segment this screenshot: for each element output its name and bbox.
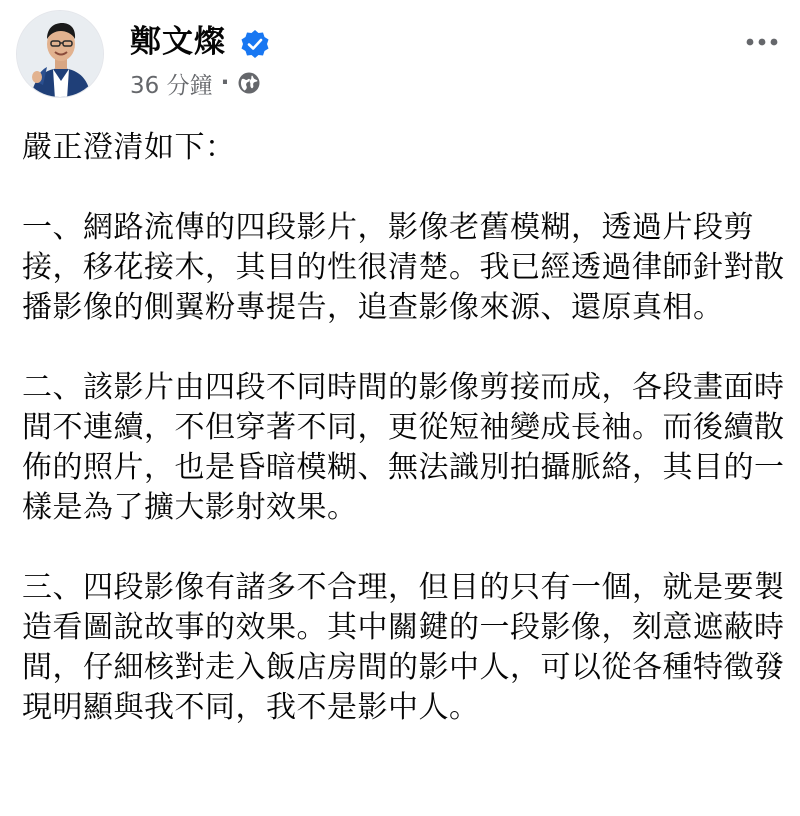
paragraph-gap bbox=[22, 168, 792, 208]
more-options-icon[interactable] bbox=[742, 30, 782, 54]
post-header bbox=[0, 0, 800, 120]
post-paragraph-2: 二、該影片由四段不同時間的影像剪接而成，各段畫面時間不連續，不但穿著不同，更從短袖變成長袖。而後續散佈的照片，也是昏暗模糊、無法識別拍攝脈絡，其目的一樣是為了擴大影射效果。 bbox=[22, 370, 785, 525]
author-name[interactable]: 鄭文燦 bbox=[130, 24, 226, 60]
paragraph-gap bbox=[22, 528, 792, 568]
post-paragraph-intro: 嚴正澄清如下： bbox=[22, 130, 236, 165]
globe-icon[interactable] bbox=[237, 71, 261, 95]
avatar-photo bbox=[17, 11, 104, 98]
post-body bbox=[22, 128, 792, 728]
post-timestamp[interactable]: 36 分鐘 bbox=[130, 72, 213, 99]
meta-separator: · bbox=[220, 70, 230, 96]
paragraph-gap bbox=[22, 328, 792, 368]
verified-badge-icon bbox=[240, 29, 270, 59]
author-avatar[interactable] bbox=[16, 10, 104, 98]
post-paragraph-3: 三、四段影像有諸多不合理，但目的只有一個，就是要製造看圖說故事的效果。其中關鍵的一段影像，刻意遮蔽時間，仔細核對走入飯店房間的影中人，可以從各種特徵發現明顯與我不同，我不是影中人。 bbox=[22, 570, 785, 725]
post-meta bbox=[130, 66, 261, 100]
post-paragraph-1: 一、網路流傳的四段影片，影像老舊模糊，透過片段剪接，移花接木，其目的性很清楚。我已經透過律師針對散播影像的側翼粉專提告，追查影像來源、還原真相。 bbox=[22, 210, 785, 325]
